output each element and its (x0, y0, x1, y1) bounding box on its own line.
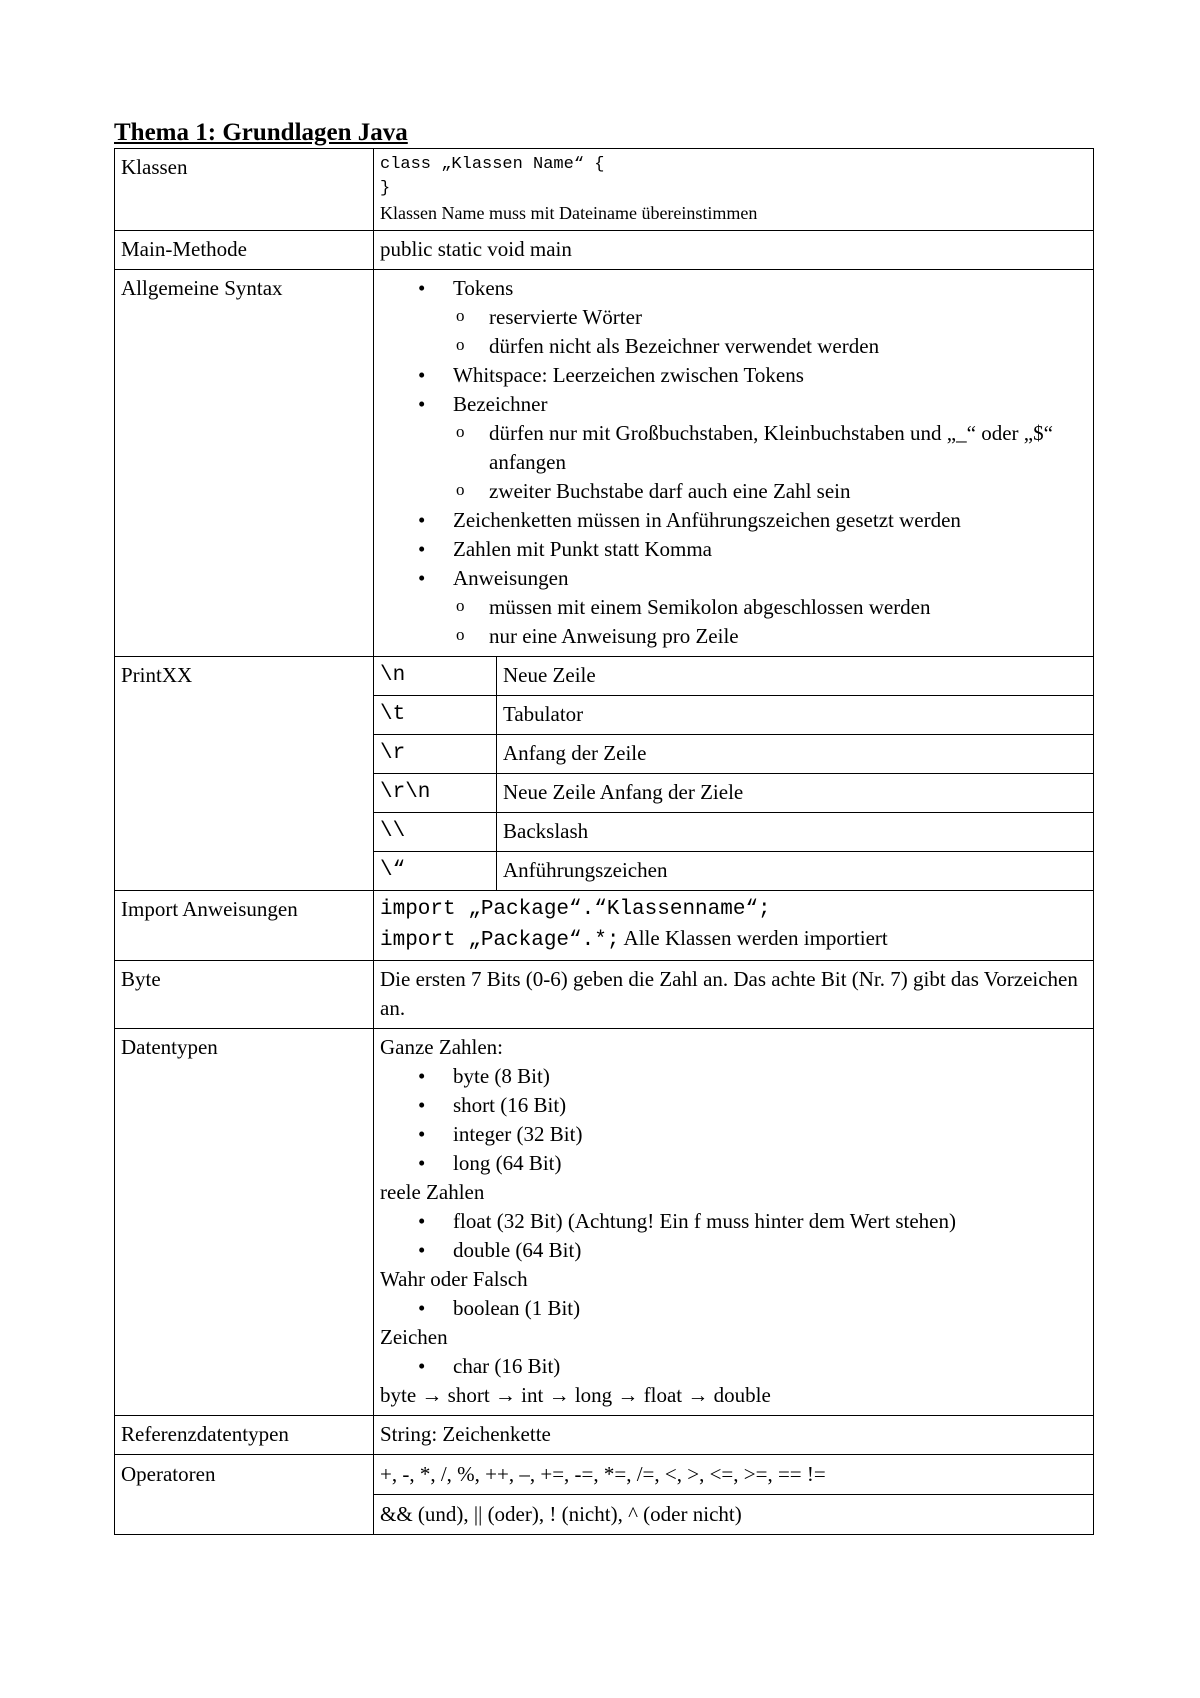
list-item: o müssen mit einem Semikolon abgeschlossen werden (380, 593, 1087, 622)
tokens-sublist (453, 303, 1087, 361)
list-item: • Whitspace: Leerzeichen zwischen Tokens (380, 361, 1087, 390)
value-klassen (374, 149, 1094, 231)
syntax-anweisungen: Anweisungen (453, 566, 569, 590)
label-printxx: PrintXX (115, 657, 374, 891)
value-operatoren-logic: && (und), || (oder), ! (nicht), ^ (oder nicht) (374, 1495, 1094, 1535)
label-operatoren: Operatoren (115, 1455, 374, 1535)
value-main-methode: public static void main (374, 231, 1094, 270)
import-line2-note: Alle Klassen werden importiert (623, 926, 888, 950)
table-row (374, 774, 1093, 813)
syntax-list (380, 274, 1087, 651)
list-item: • double (64 Bit) (380, 1236, 1087, 1265)
datentypen-zeichen-heading: Zeichen (380, 1325, 448, 1349)
zeichen-list (380, 1352, 1087, 1381)
escape-desc: Anfang der Zeile (497, 735, 1094, 774)
label-datentypen: Datentypen (115, 1029, 374, 1416)
row-printxx (115, 657, 1094, 891)
table-row (374, 813, 1093, 852)
list-item: • integer (32 Bit) (380, 1120, 1087, 1149)
summary-table (114, 148, 1094, 1535)
row-operatoren (115, 1455, 1094, 1495)
row-import-anweisungen (115, 891, 1094, 961)
list-item: o dürfen nur mit Großbuchstaben, Kleinbuchstaben und „_“ oder „$“ anfangen (380, 419, 1087, 477)
reele-list (380, 1207, 1087, 1265)
row-datentypen (115, 1029, 1094, 1416)
wahr-list (380, 1294, 1087, 1323)
table-row (374, 657, 1093, 696)
klassen-code-line2: } (380, 179, 391, 198)
escape-code: \n (374, 657, 497, 696)
escape-desc: Tabulator (497, 696, 1094, 735)
klassen-code-line1: class „Klassen Name“ { (380, 155, 605, 174)
value-datentypen (374, 1029, 1094, 1416)
row-main-methode (115, 231, 1094, 270)
list-item: • float (32 Bit) (Achtung! Ein f muss hinter dem Wert stehen) (380, 1207, 1087, 1236)
value-import-anweisungen (374, 891, 1094, 961)
anweisungen-sublist (453, 593, 1087, 651)
bezeichner-sublist (453, 419, 1087, 506)
list-item: • char (16 Bit) (380, 1352, 1087, 1381)
list-item: • long (64 Bit) (380, 1149, 1087, 1178)
syntax-tokens: Tokens (453, 276, 514, 300)
list-item: • boolean (1 Bit) (380, 1294, 1087, 1323)
datentypen-wahr-heading: Wahr oder Falsch (380, 1267, 528, 1291)
label-referenzdatentypen: Referenzdatentypen (115, 1416, 374, 1455)
value-byte: Die ersten 7 Bits (0-6) geben die Zahl an. Das achte Bit (Nr. 7) gibt das Vorzeichen an. (374, 961, 1094, 1029)
syntax-bezeichner: Bezeichner (453, 392, 548, 416)
row-klassen (115, 149, 1094, 231)
ganze-list (380, 1062, 1087, 1178)
escape-desc: Neue Zeile Anfang der Ziele (497, 774, 1094, 813)
label-klassen: Klassen (115, 149, 374, 231)
page-title: Thema 1: Grundlagen Java (114, 119, 408, 146)
label-import-anweisungen: Import Anweisungen (115, 891, 374, 961)
list-item: • short (16 Bit) (380, 1091, 1087, 1120)
value-referenzdatentypen: String: Zeichenkette (374, 1416, 1094, 1455)
escape-code: \“ (374, 852, 497, 891)
list-item: o zweiter Buchstabe darf auch eine Zahl sein (380, 477, 1087, 506)
label-byte: Byte (115, 961, 374, 1029)
list-item: • byte (8 Bit) (380, 1062, 1087, 1091)
import-line1: import „Package“.“Klassenname“; (380, 898, 771, 921)
list-item: • Zahlen mit Punkt statt Komma (380, 535, 1087, 564)
escape-desc: Backslash (497, 813, 1094, 852)
escape-code: \r (374, 735, 497, 774)
table-row (374, 735, 1093, 774)
label-allgemeine-syntax: Allgemeine Syntax (115, 270, 374, 657)
label-main-methode: Main-Methode (115, 231, 374, 270)
table-row (374, 696, 1093, 735)
value-allgemeine-syntax (374, 270, 1094, 657)
row-allgemeine-syntax (115, 270, 1094, 657)
datentypen-reele-heading: reele Zahlen (380, 1180, 485, 1204)
escape-code: \t (374, 696, 497, 735)
import-line2 (380, 924, 1087, 955)
list-item (380, 564, 1087, 651)
list-item: o nur eine Anweisung pro Zeile (380, 622, 1087, 651)
klassen-note: Klassen Name muss mit Dateiname übereinstimmen (380, 203, 758, 223)
list-item: o reservierte Wörter (380, 303, 1087, 332)
value-printxx (374, 657, 1094, 891)
import-line2-code: import „Package“.*; (380, 929, 620, 952)
value-operatoren-arith: +, -, *, /, %, ++, –, +=, -=, *=, /=, <, >, <=, >=, == != (374, 1455, 1094, 1495)
escape-desc: Anführungszeichen (497, 852, 1094, 891)
list-item (380, 274, 1087, 361)
escape-code: \r\n (374, 774, 497, 813)
document-page (114, 118, 1094, 1535)
row-referenzdatentypen (115, 1416, 1094, 1455)
datentypen-order: byte → short → int → long → float → double (380, 1383, 771, 1407)
table-row (374, 852, 1093, 891)
escape-desc: Neue Zeile (497, 657, 1094, 696)
list-item (380, 390, 1087, 506)
list-item: • Zeichenketten müssen in Anführungszeichen gesetzt werden (380, 506, 1087, 535)
escape-table (374, 657, 1093, 890)
datentypen-ganze-heading: Ganze Zahlen: (380, 1035, 504, 1059)
list-item: o dürfen nicht als Bezeichner verwendet werden (380, 332, 1087, 361)
row-byte (115, 961, 1094, 1029)
escape-code: \\ (374, 813, 497, 852)
